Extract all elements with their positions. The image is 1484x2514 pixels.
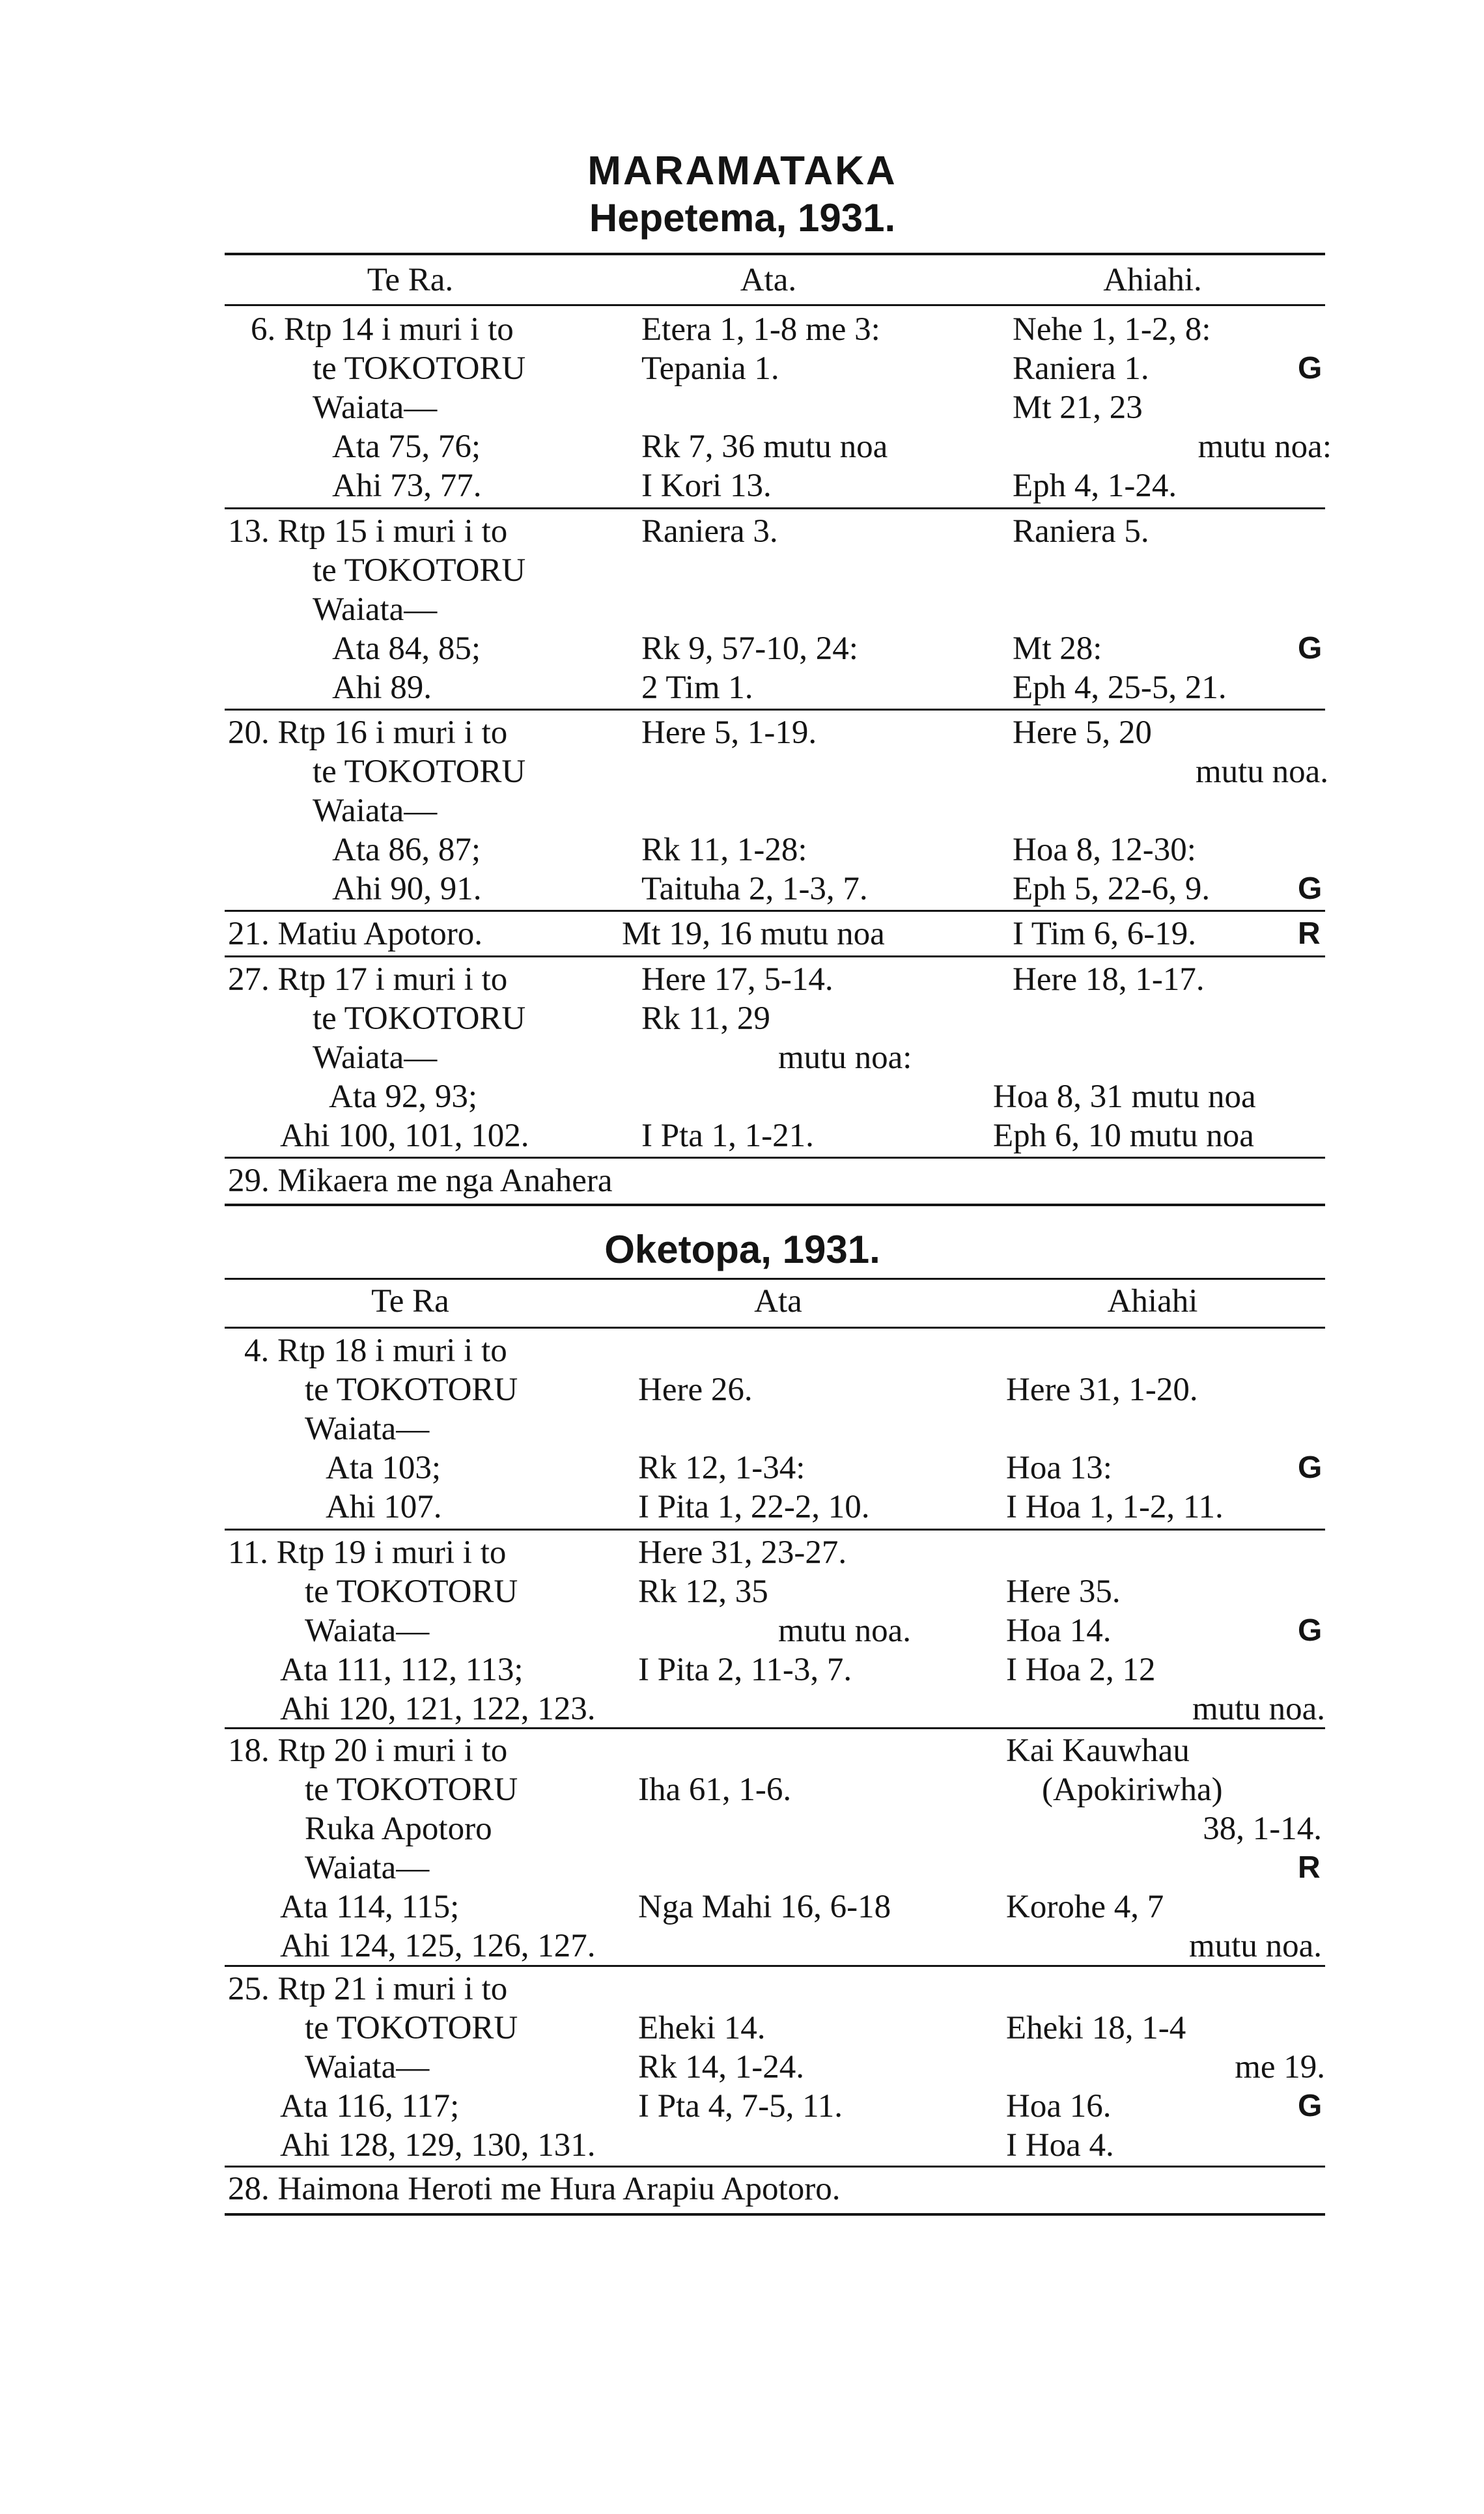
evening-hymns: Ahi 100, 101, 102. xyxy=(280,1118,529,1154)
header-ahiahi: Ahiahi xyxy=(1107,1283,1198,1320)
morning-reading: Taituha 2, 1-3, 7. xyxy=(641,871,868,907)
evening-hymns: Ahi 107. xyxy=(326,1489,442,1525)
morning-reading: 2 Tim 1. xyxy=(641,670,753,706)
evening-reading: Eph 5, 22-6, 9. xyxy=(1013,871,1211,907)
evening-reading: Kai Kauwhau xyxy=(1006,1732,1190,1769)
morning-reading: Rk 12, 1-34: xyxy=(638,1450,805,1486)
sunday-subtitle: te TOKOTORU xyxy=(305,1772,518,1808)
evening-reading: Korohe 4, 7 xyxy=(1006,1889,1164,1925)
evening-reading: (Apokiriwha) xyxy=(1042,1772,1223,1808)
morning-reading: mutu noa: xyxy=(778,1039,912,1076)
evening-reading: I Hoa 2, 12 xyxy=(1006,1652,1156,1688)
table-bottom-rule xyxy=(225,2213,1325,2216)
feast-title: 21. Matiu Apotoro. xyxy=(228,916,483,952)
sunday-title: 20. Rtp 16 i muri i to xyxy=(228,714,508,751)
hymns-label: Waiata— xyxy=(305,1613,430,1649)
header-te-ra: Te Ra. xyxy=(367,262,454,298)
morning-reading: Tepania 1. xyxy=(641,350,779,387)
row-rule xyxy=(225,507,1325,509)
row-rule xyxy=(225,1965,1325,1967)
morning-reading: I Pita 1, 22-2, 10. xyxy=(638,1489,870,1525)
sunday-subtitle: te TOKOTORU xyxy=(313,552,526,589)
morning-reading: I Pta 4, 7-5, 11. xyxy=(638,2088,843,2125)
color-mark: R xyxy=(1298,1850,1321,1885)
morning-hymns: Ata 84, 85; xyxy=(332,630,481,667)
morning-hymns: Ata 103; xyxy=(326,1450,441,1486)
evening-reading: me 19. xyxy=(1235,2049,1325,2085)
evening-reading: Mt 21, 23 xyxy=(1013,389,1143,426)
evening-reading: mutu noa. xyxy=(1189,1928,1322,1964)
evening-reading: Here 18, 1-17. xyxy=(1013,961,1205,998)
sunday-title: 27. Rtp 17 i muri i to xyxy=(228,961,508,998)
evening-hymns: Ahi 73, 77. xyxy=(332,468,482,504)
page-title: MARAMATAKA xyxy=(587,148,897,193)
morning-hymns: Ata 111, 112, 113; xyxy=(280,1652,524,1688)
header-rule xyxy=(225,1327,1325,1329)
morning-reading: Rk 11, 29 xyxy=(641,1000,770,1037)
morning-reading: mutu noa. xyxy=(778,1613,911,1649)
evening-hymns: Ahi 120, 121, 122, 123. xyxy=(280,1691,596,1727)
feast-title: 28. Haimona Heroti me Hura Arapiu Apotoro. xyxy=(228,2171,841,2207)
sunday-title: 18. Rtp 20 i muri i to xyxy=(228,1732,508,1769)
header-ata: Ata xyxy=(754,1283,802,1320)
sunday-subtitle: te TOKOTORU xyxy=(313,1000,526,1037)
color-mark: G xyxy=(1298,631,1323,666)
morning-hymns: Ata 92, 93; xyxy=(329,1079,478,1115)
color-mark: R xyxy=(1298,916,1321,951)
morning-reading: Here 5, 1-19. xyxy=(641,714,817,751)
evening-reading: Eheki 18, 1-4 xyxy=(1006,2010,1186,2046)
evening-reading: I Hoa 1, 1-2, 11. xyxy=(1006,1489,1224,1525)
morning-reading: Here 17, 5-14. xyxy=(641,961,833,998)
morning-reading: Rk 14, 1-24. xyxy=(638,2049,804,2085)
color-mark: G xyxy=(1298,351,1323,386)
morning-hymns: Ata 75, 76; xyxy=(332,429,481,465)
evening-hymns: Ahi 90, 91. xyxy=(332,871,482,907)
october-heading: Oketopa, 1931. xyxy=(604,1228,880,1271)
hymns-label: Waiata— xyxy=(313,591,438,628)
sunday-title: 25. Rtp 21 i muri i to xyxy=(228,1971,508,2007)
hymns-label: Waiata— xyxy=(313,1039,438,1076)
morning-reading: Here 26. xyxy=(638,1372,753,1408)
sunday-title: 13. Rtp 15 i muri i to xyxy=(228,513,508,550)
morning-reading: Mt 19, 16 mutu noa xyxy=(622,916,885,952)
evening-reading: Eph 4, 1-24. xyxy=(1013,468,1177,504)
hymns-label: Waiata— xyxy=(305,2049,430,2085)
morning-reading: Here 31, 23-27. xyxy=(638,1534,847,1571)
evening-reading: I Tim 6, 6-19. xyxy=(1013,916,1196,952)
sunday-title: 4. Rtp 18 i muri i to xyxy=(244,1333,507,1369)
evening-reading: mutu noa: xyxy=(1197,429,1332,465)
row-rule xyxy=(225,955,1325,957)
evening-reading: Hoa 14. xyxy=(1006,1613,1112,1649)
evening-reading: Hoa 16. xyxy=(1006,2088,1112,2125)
morning-hymns: Ata 116, 117; xyxy=(280,2088,460,2125)
table-top-rule xyxy=(225,253,1325,255)
hymns-label: Waiata— xyxy=(313,793,438,829)
morning-reading: I Kori 13. xyxy=(641,468,772,504)
color-mark: G xyxy=(1298,1450,1323,1485)
evening-reading: Hoa 8, 31 mutu noa xyxy=(993,1079,1256,1115)
evening-hymns: Ahi 128, 129, 130, 131. xyxy=(280,2127,596,2164)
color-mark: G xyxy=(1298,2089,1323,2123)
evening-reading: Here 5, 20 xyxy=(1013,714,1152,751)
sunday-subtitle: te TOKOTORU xyxy=(305,1372,518,1408)
evening-reading: mutu noa. xyxy=(1196,754,1328,790)
morning-reading: Raniera 3. xyxy=(641,513,778,550)
row-rule xyxy=(225,2166,1325,2168)
morning-reading: I Pta 1, 1-21. xyxy=(641,1118,814,1154)
hymns-label: Waiata— xyxy=(305,1411,430,1447)
table-top-rule xyxy=(225,1278,1325,1280)
evening-reading: Nehe 1, 1-2, 8: xyxy=(1013,311,1211,348)
morning-reading: Rk 12, 35 xyxy=(638,1574,768,1610)
feast-title: 29. Mikaera me nga Anahera xyxy=(228,1163,613,1199)
sunday-subtitle: te TOKOTORU xyxy=(305,2010,518,2046)
evening-reading: Hoa 8, 12-30: xyxy=(1013,832,1196,868)
sunday-subtitle: te TOKOTORU xyxy=(305,1574,518,1610)
evening-reading: mutu noa. xyxy=(1192,1691,1325,1727)
morning-reading: Rk 9, 57-10, 24: xyxy=(641,630,858,667)
color-mark: G xyxy=(1298,871,1323,906)
september-heading: Hepetema, 1931. xyxy=(589,196,896,240)
row-rule xyxy=(225,709,1325,711)
hymns-label: Waiata— xyxy=(305,1850,430,1886)
evening-reading: Raniera 1. xyxy=(1013,350,1149,387)
header-ahiahi: Ahiahi. xyxy=(1103,262,1202,298)
morning-hymns: Ata 114, 115; xyxy=(280,1889,460,1925)
table-bottom-rule xyxy=(225,1204,1325,1206)
morning-reading: I Pita 2, 11-3, 7. xyxy=(638,1652,852,1688)
morning-hymns: Ata 86, 87; xyxy=(332,832,481,868)
morning-reading: Eheki 14. xyxy=(638,2010,766,2046)
header-ata: Ata. xyxy=(740,262,797,298)
header-rule xyxy=(225,304,1325,306)
header-te-ra: Te Ra xyxy=(371,1283,449,1320)
evening-reading: I Hoa 4. xyxy=(1006,2127,1114,2164)
evening-reading: Eph 4, 25-5, 21. xyxy=(1013,670,1227,706)
sunday-subtitle: te TOKOTORU xyxy=(313,754,526,790)
row-rule xyxy=(225,910,1325,912)
hymns-label: Waiata— xyxy=(313,389,438,426)
morning-reading: Iha 61, 1-6. xyxy=(638,1772,792,1808)
row-rule xyxy=(225,1157,1325,1159)
evening-reading: Raniera 5. xyxy=(1013,513,1149,550)
row-rule xyxy=(225,1727,1325,1729)
morning-reading: Rk 7, 36 mutu noa xyxy=(641,429,888,465)
evening-hymns: Ahi 89. xyxy=(332,670,432,706)
morning-reading: Nga Mahi 16, 6-18 xyxy=(638,1889,891,1925)
row-rule xyxy=(225,1529,1325,1531)
evening-reading: Mt 28: xyxy=(1013,630,1102,667)
evening-reading: Eph 6, 10 mutu noa xyxy=(993,1118,1254,1154)
sunday-subtitle: te TOKOTORU xyxy=(313,350,526,387)
feast-label: Ruka Apotoro xyxy=(305,1811,492,1847)
color-mark: G xyxy=(1298,1613,1323,1648)
morning-reading: Rk 11, 1-28: xyxy=(641,832,807,868)
evening-reading: Here 31, 1-20. xyxy=(1006,1372,1198,1408)
evening-reading: 38, 1-14. xyxy=(1203,1811,1322,1847)
evening-hymns: Ahi 124, 125, 126, 127. xyxy=(280,1928,596,1964)
sunday-title: 6. Rtp 14 i muri i to xyxy=(251,311,514,348)
sunday-title: 11. Rtp 19 i muri i to xyxy=(228,1534,507,1571)
evening-reading: Hoa 13: xyxy=(1006,1450,1112,1486)
morning-reading: Etera 1, 1-8 me 3: xyxy=(641,311,880,348)
evening-reading: Here 35. xyxy=(1006,1574,1121,1610)
